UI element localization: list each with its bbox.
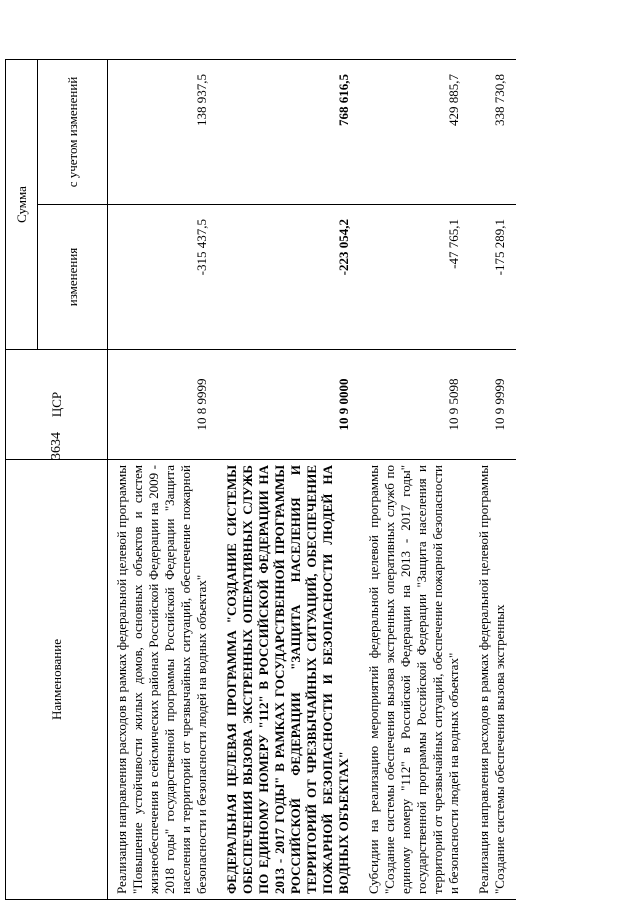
- budget-table: [5, 59, 516, 900]
- row-total: 429 885,7: [360, 60, 470, 205]
- row-total: 768 616,5: [218, 60, 360, 205]
- table-row: [470, 60, 516, 900]
- header-name: Наименование: [6, 460, 108, 900]
- row-csr: 10 8 9999: [108, 350, 219, 460]
- header-changes: изменения: [38, 205, 108, 350]
- row-change: -47 765,1: [360, 205, 470, 350]
- row-csr: 10 9 0000: [218, 350, 360, 460]
- row-change: -315 437,5: [108, 205, 219, 350]
- row-name: Субсидии на реализацию мероприятий федеральной целевой программы "Создание системы обеспечения вызова экстренных оперативных служб по единому номеру "112" в Российской Федерации на 2013 - 2017 годы" государственной программы Российской Федерации "Защита населения и территорий от чрезвычайных ситуаций, обеспечение пожарной безопасности и безопасности людей на водных объектах": [360, 460, 470, 900]
- header-sum: Сумма: [6, 60, 38, 350]
- row-total: 338 730,8: [470, 60, 516, 205]
- budget-table-rotated: [5, 60, 545, 900]
- table-row: [218, 60, 360, 900]
- table-row: [108, 60, 219, 900]
- row-csr: 10 9 9999: [470, 350, 516, 460]
- page-number: 3634: [49, 432, 64, 460]
- row-name: ФЕДЕРАЛЬНАЯ ЦЕЛЕВАЯ ПРОГРАММА "СОЗДАНИЕ СИСТЕМЫ ОБЕСПЕЧЕНИЯ ВЫЗОВА ЭКСТРЕННЫХ ОПЕРАТИВНЫХ СЛУЖБ ПО ЕДИНОМУ НОМЕРУ "112" В РОССИЙСКОЙ ФЕДЕРАЦИИ НА 2013 - 2017 ГОДЫ" В РАМКАХ ГОСУДАРСТВЕННОЙ ПРОГРАММЫ РОССИЙСКОЙ ФЕДЕРАЦИИ "ЗАЩИТА НАСЕЛЕНИЯ И ТЕРРИТОРИЙ ОТ ЧРЕЗВЫЧАЙНЫХ СИТУАЦИЙ, ОБЕСПЕЧЕНИЕ ПОЖАРНОЙ БЕЗОПАСНОСТИ И БЕЗОПАСНОСТИ ЛЮДЕЙ НА ВОДНЫХ ОБЪЕКТАХ": [218, 460, 360, 900]
- row-change: -223 054,2: [218, 205, 360, 350]
- row-total: 138 937,5: [108, 60, 219, 205]
- row-change: -175 289,1: [470, 205, 516, 350]
- table-row: [360, 60, 470, 900]
- header-csr: ЦСР: [6, 350, 108, 460]
- row-name: Реализация направления расходов в рамках федеральной целевой программы "Повышение устойчивости жилых домов, основных объектов и систем жизнеобеспечения в сейсмических районах Российской Федерации на 2009 - 2018 годы" государственной программы Российской Федерации "Защита населения и территорий от чрезвычайных ситуаций, обеспечение пожарной безопасности и безопасности людей на водных объектах": [108, 460, 219, 900]
- row-csr: 10 9 5098: [360, 350, 470, 460]
- header-with-changes: с учетом изменений: [38, 60, 108, 205]
- row-name: Реализация направления расходов в рамках федеральной целевой программы "Создание системы обеспечения вызова экстренных: [470, 460, 516, 900]
